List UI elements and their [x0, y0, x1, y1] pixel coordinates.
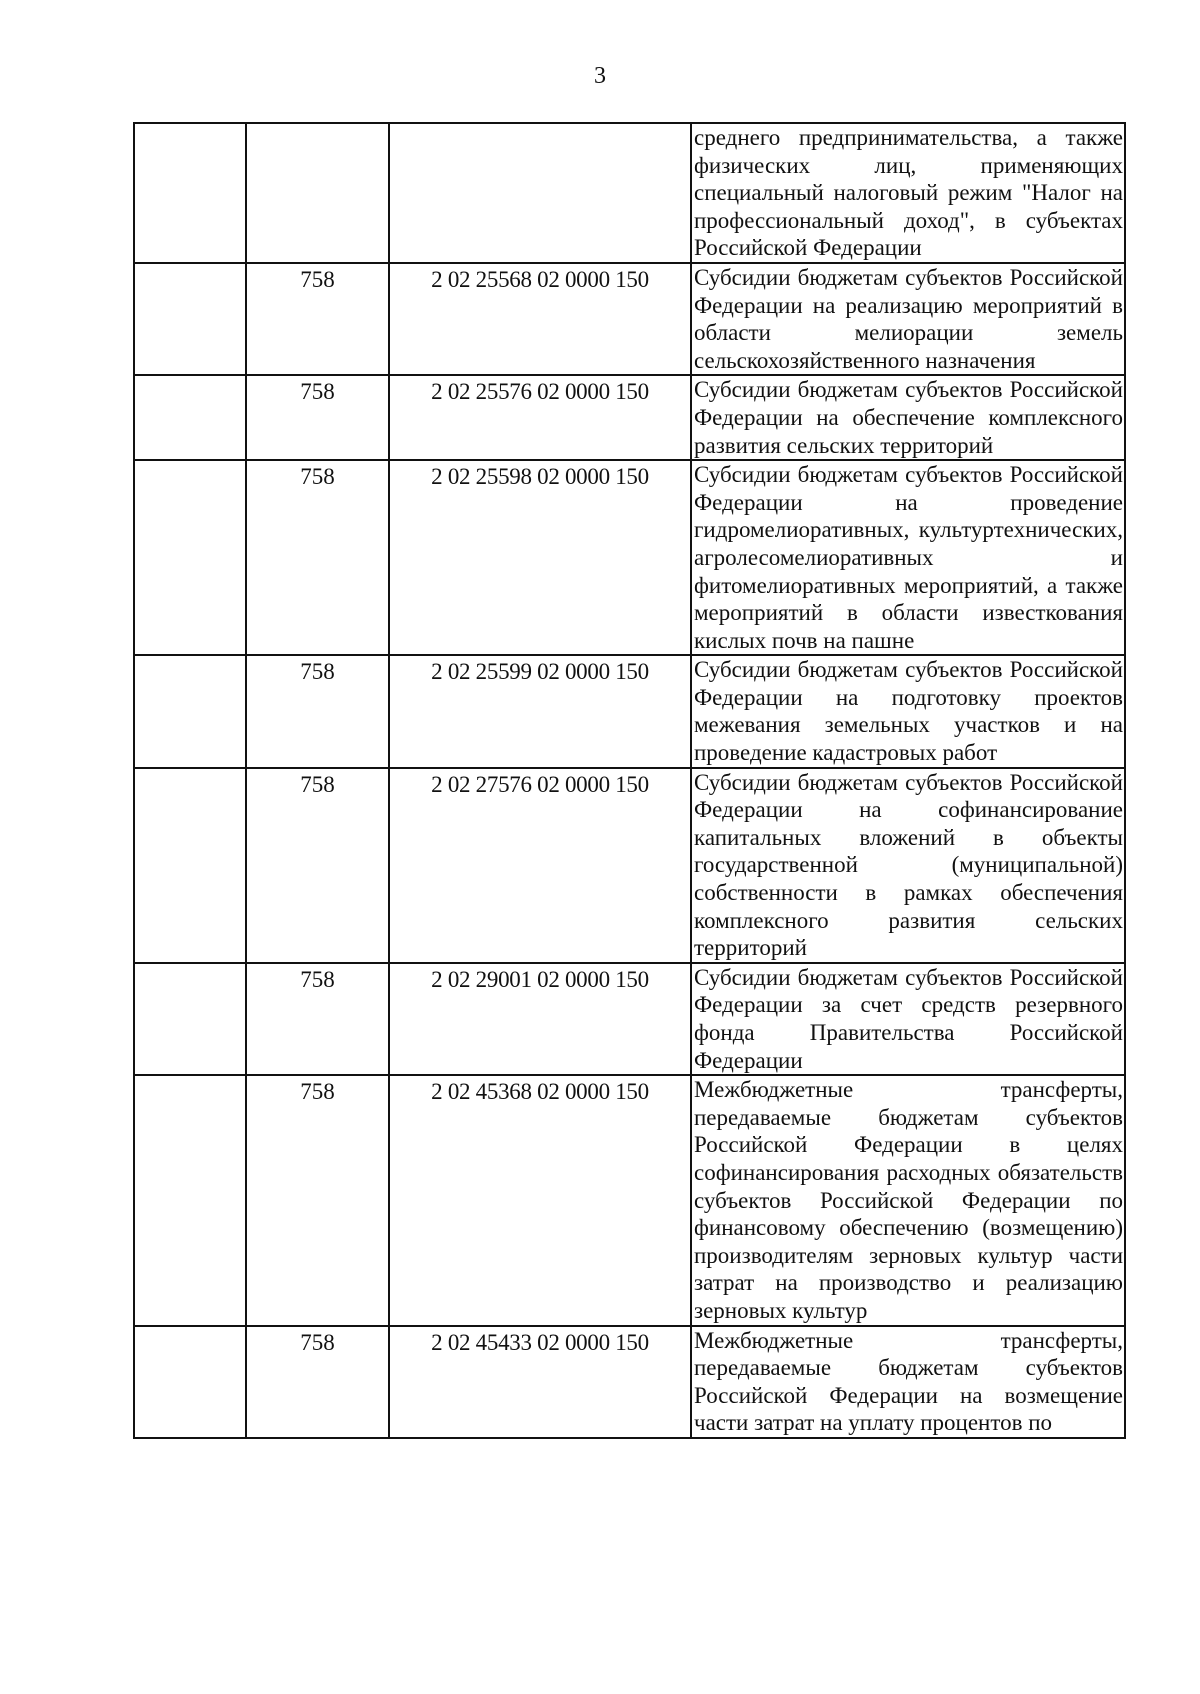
- empty-cell: [134, 1326, 246, 1438]
- table-row: [134, 263, 1125, 375]
- table-row: [134, 1075, 1125, 1325]
- admin-code-cell: [246, 263, 389, 375]
- admin-code: [247, 124, 388, 126]
- description-text: среднего предпринимательства, а также физических лиц, применяющих специальный налоговый режим "Налог на профессиональный доход", в субъектах Российской Федерации: [694, 125, 1123, 261]
- description-cell: [691, 963, 1125, 1075]
- description-cell: [691, 655, 1125, 767]
- page-number: 3: [594, 63, 606, 89]
- admin-code-cell: [246, 655, 389, 767]
- budget-code: 2 02 27576 02 0000 150: [431, 771, 649, 797]
- description-text: Межбюджетные трансферты, передаваемые бюджетам субъектов Российской Федерации на возмещение части затрат на уплату процентов по: [694, 1327, 1123, 1436]
- description-text: Субсидии бюджетам субъектов Российской Федерации на обеспечение комплексного развития сельских территорий: [694, 377, 1123, 458]
- budget-code: [390, 124, 690, 126]
- budget-code: 2 02 25568 02 0000 150: [431, 266, 649, 292]
- table-row: [134, 375, 1125, 460]
- admin-code: 758: [300, 966, 335, 992]
- admin-code-cell: [246, 123, 389, 263]
- admin-code: 758: [300, 379, 335, 405]
- empty-cell: [134, 963, 246, 1075]
- admin-code: 758: [300, 771, 335, 797]
- description-cell: [691, 375, 1125, 460]
- budget-code-cell: [389, 1075, 691, 1325]
- table-row: [134, 963, 1125, 1075]
- description-text: Субсидии бюджетам субъектов Российской Федерации на проведение гидромелиоративных, культуртехнических, агролесомелиоративных и фитомелиоративных мероприятий, а также мероприятий в области известкования кислых почв на пашне: [694, 462, 1123, 653]
- description-text: Субсидии бюджетам субъектов Российской Федерации на реализацию мероприятий в области мелиорации земель сельскохозяйственного назначения: [694, 264, 1123, 373]
- budget-code-cell: [389, 123, 691, 263]
- description-text: Субсидии бюджетам субъектов Российской Федерации на подготовку проектов межевания земельных участков и на проведение кадастровых работ: [694, 657, 1123, 766]
- budget-code: 2 02 25599 02 0000 150: [431, 659, 649, 685]
- budget-code-cell: [389, 768, 691, 963]
- budget-code: 2 02 45368 02 0000 150: [431, 1079, 649, 1105]
- empty-cell: [134, 1075, 246, 1325]
- admin-code: 758: [300, 659, 335, 685]
- budget-code: 2 02 25598 02 0000 150: [431, 464, 649, 490]
- table-row: [134, 123, 1125, 263]
- admin-code: 758: [300, 464, 335, 490]
- admin-code-cell: [246, 963, 389, 1075]
- description-cell: [691, 1326, 1125, 1438]
- budget-code: 2 02 45433 02 0000 150: [431, 1329, 649, 1355]
- budget-code-cell: [389, 460, 691, 655]
- admin-code-cell: [246, 1326, 389, 1438]
- table-row: [134, 460, 1125, 655]
- empty-cell: [134, 460, 246, 655]
- admin-code-cell: [246, 768, 389, 963]
- table-row: [134, 768, 1125, 963]
- admin-code-cell: [246, 460, 389, 655]
- empty-cell: [134, 655, 246, 767]
- description-cell: [691, 768, 1125, 963]
- admin-code: 758: [300, 1079, 335, 1105]
- admin-code: 758: [300, 1329, 335, 1355]
- empty-cell: [134, 263, 246, 375]
- empty-cell: [134, 768, 246, 963]
- budget-code-cell: [389, 375, 691, 460]
- admin-code-cell: [246, 375, 389, 460]
- budget-code: 2 02 25576 02 0000 150: [431, 379, 649, 405]
- admin-code-cell: [246, 1075, 389, 1325]
- budget-code-cell: [389, 655, 691, 767]
- budget-code-cell: [389, 963, 691, 1075]
- description-cell: [691, 460, 1125, 655]
- description-text: Субсидии бюджетам субъектов Российской Федерации на софинансирование капитальных вложений в объекты государственной (муниципальной) собственности в рамках обеспечения комплексного развития сельских территорий: [694, 769, 1123, 961]
- description-cell: [691, 263, 1125, 375]
- description-cell: [691, 123, 1125, 263]
- budget-classification-table: [133, 122, 1126, 1439]
- description-text: Субсидии бюджетам субъектов Российской Федерации за счет средств резервного фонда Правительства Российской Федерации: [694, 964, 1123, 1073]
- budget-code: 2 02 29001 02 0000 150: [431, 966, 649, 992]
- table-row: [134, 1326, 1125, 1438]
- description-cell: [691, 1075, 1125, 1325]
- description-text: Межбюджетные трансферты, передаваемые бюджетам субъектов Российской Федерации в целях софинансирования расходных обязательств субъектов Российской Федерации по финансовому обеспечению (возмещению) производителям зерновых культур части затрат на производство и реализацию зерновых культур: [694, 1077, 1123, 1323]
- budget-code-cell: [389, 263, 691, 375]
- admin-code: 758: [300, 266, 335, 292]
- table-row: [134, 655, 1125, 767]
- empty-cell: [134, 123, 246, 263]
- empty-cell: [134, 375, 246, 460]
- budget-code-cell: [389, 1326, 691, 1438]
